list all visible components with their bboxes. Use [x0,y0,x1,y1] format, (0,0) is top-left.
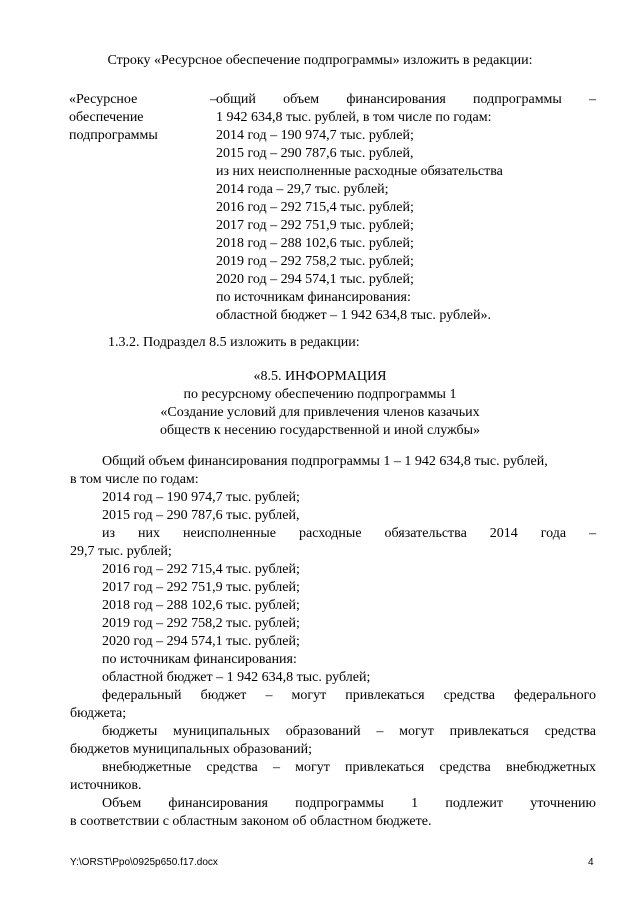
resource-line: из них неисполненные расходные обязательства [216,164,503,179]
word: финансирования [346,92,446,107]
resource-line: 2014 год – 190 974,7 тыс. рублей; [216,128,414,143]
word: 2014 [489,526,518,541]
regional-budget-line: областной бюджет – 1 942 634,8 тыс. рублей; [102,670,371,685]
resource-value [216,91,596,325]
resource-line: 2017 год – 292 751,9 тыс. рублей; [216,218,414,233]
word: них [138,526,160,541]
info-title-line: «8.5. ИНФОРМАЦИЯ [253,369,387,384]
federal-budget-line: федеральный бюджет – могут привлекаться средства федерального [102,688,596,703]
word: расходные [299,526,362,541]
word: – [589,526,597,541]
word: из [102,526,116,541]
word: объем [283,92,320,107]
year-line: 2017 год – 292 751,9 тыс. рублей; [102,580,300,595]
year-line: 2016 год – 292 715,4 тыс. рублей; [102,562,300,577]
unfulfilled-line-2: 29,7 тыс. рублей; [70,544,172,559]
volume-line-2: в соответствии с областным законом об областном бюджете. [70,814,432,829]
info-title [0,368,640,440]
word: общий [216,92,256,107]
word: подпрограммы [473,92,562,107]
word: финансирования [168,796,268,811]
municipal-budget-line-2: бюджетов муниципальных образований; [70,742,312,757]
year-line: 2015 год – 290 787,6 тыс. рублей, [102,508,300,523]
resource-label-line: обеспечение [69,110,144,125]
paragraph-line: в том числе по годам: [70,472,199,487]
resource-label [69,91,199,145]
resource-line: 2014 года – 29,7 тыс. рублей; [216,182,389,197]
resource-line: 2020 год – 294 574,1 тыс. рублей; [216,272,414,287]
year-line: 2018 год – 288 102,6 тыс. рублей; [102,598,300,613]
word: Объем [102,796,142,811]
resource-line: 2018 год – 288 102,6 тыс. рублей; [216,236,414,251]
resource-line: 2016 год – 292 715,4 тыс. рублей; [216,200,414,215]
word: уточнению [530,796,597,811]
word: 1 [411,796,419,811]
word: неисполненные [182,526,277,541]
year-line: 2020 год – 294 574,1 тыс. рублей; [102,634,300,649]
sources-line: по источникам финансирования: [102,652,297,667]
resource-line: областной бюджет – 1 942 634,8 тыс. рублей». [216,308,491,323]
volume-line [70,795,596,813]
body-text [70,453,596,831]
info-title-line: обществ к несению государственной и иной службы» [159,423,481,438]
resource-label-line: подпрограммы [69,128,158,143]
word: – [589,92,596,107]
word: обязательства [384,526,467,541]
federal-budget-line-2: бюджета; [70,706,127,721]
resource-first-line [216,91,596,109]
word: подлежит [445,796,504,811]
resource-label-line: «Ресурсное [69,92,138,107]
word: подпрограммы [295,796,384,811]
unfulfilled-line [70,525,596,543]
resource-line: 2015 год – 290 787,6 тыс. рублей, [216,146,414,161]
word: года [540,526,567,541]
resource-dash: – [210,92,217,107]
extrabudget-line-2: источников. [70,778,142,793]
subsection-heading: 1.3.2. Подраздел 8.5 изложить в редакции: [108,335,360,350]
extrabudget-line: внебюджетные средства – могут привлекаться средства внебюджетных [102,760,596,775]
intro-line: Строку «Ресурсное обеспечение подпрограммы» изложить в редакции: [107,53,533,68]
footer-page-number: 4 [588,857,594,868]
municipal-budget-line: бюджеты муниципальных образований – могут привлекаться средства [102,724,596,739]
resource-line: 2019 год – 292 758,2 тыс. рублей; [216,254,414,269]
resource-line: 1 942 634,8 тыс. рублей, в том числе по годам: [216,110,492,125]
info-title-line: по ресурсному обеспечению подпрограммы 1 [183,387,457,402]
info-title-line: «Создание условий для привлечения членов казачьих [160,405,480,420]
resource-line: по источникам финансирования: [216,290,411,305]
paragraph-line: Общий объем финансирования подпрограммы 1 – 1 942 634,8 тыс. рублей, [102,454,548,469]
footer-file-path: Y:\ORST\Ppo\0925p650.f17.docx [70,857,218,868]
year-line: 2014 год – 190 974,7 тыс. рублей; [102,490,300,505]
year-line: 2019 год – 292 758,2 тыс. рублей; [102,616,300,631]
